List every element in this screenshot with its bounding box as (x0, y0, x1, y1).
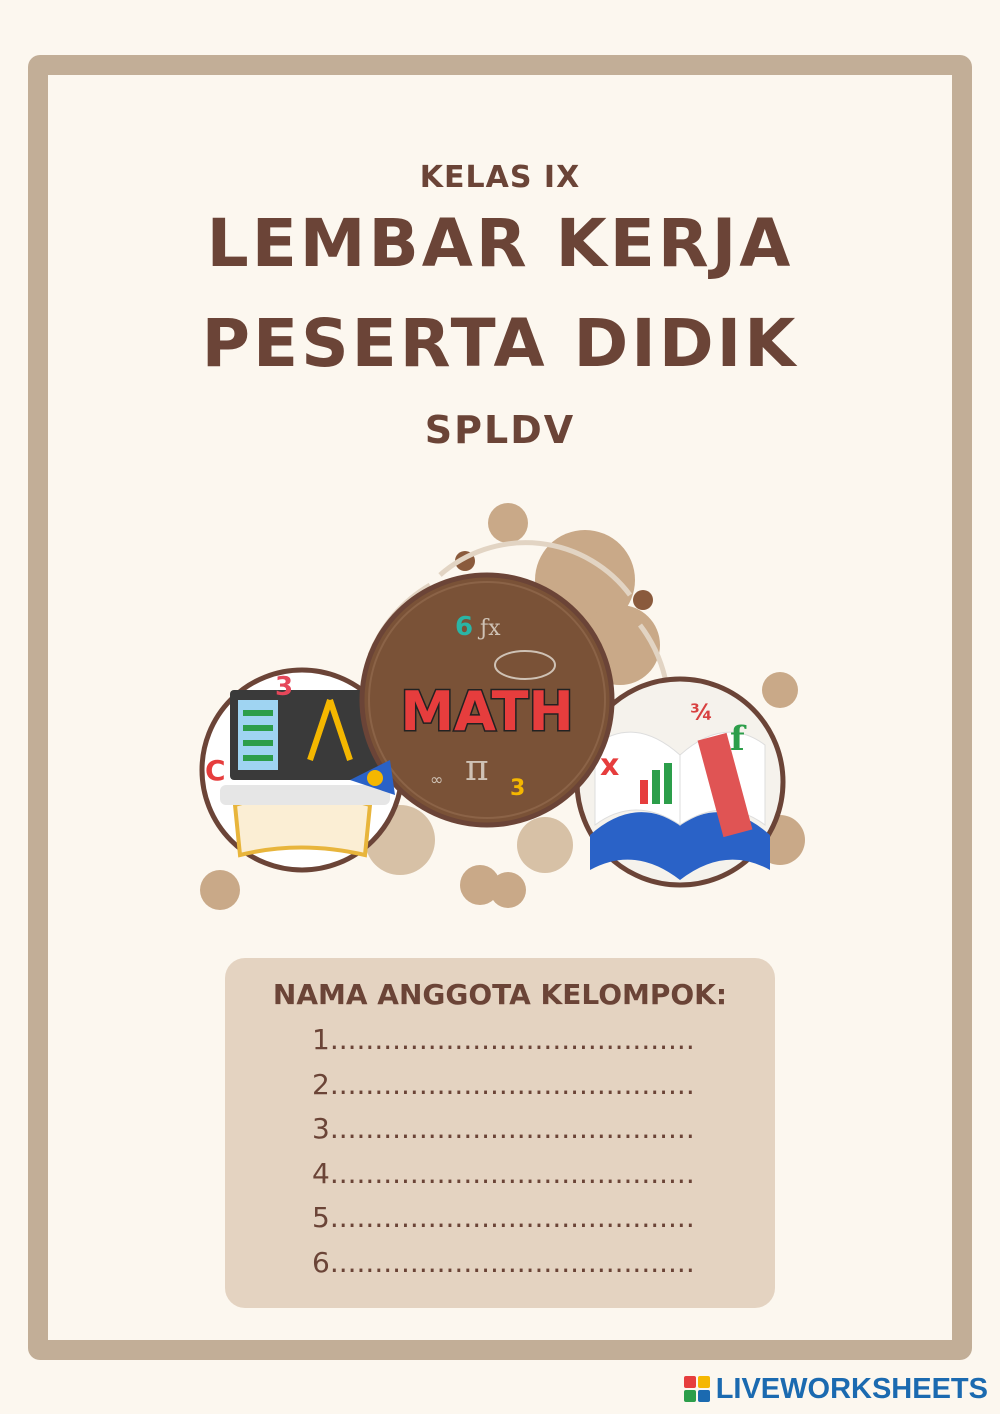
member-row-1[interactable]: 1......................................... (312, 1023, 695, 1056)
topic-subtitle: SPLDV (424, 408, 576, 452)
svg-text:π: π (465, 748, 489, 789)
svg-text:f: f (730, 719, 745, 759)
members-list (312, 1018, 695, 1285)
svg-text:∞: ∞ (430, 770, 444, 789)
liveworksheets-brand[interactable] (684, 1372, 988, 1406)
svg-text:ƒx: ƒx (480, 616, 501, 641)
brand-name: LIVEWORKSHEETS (715, 1372, 988, 1405)
svg-text:x: x (600, 748, 620, 783)
members-heading: NAMA ANGGOTA KELOMPOK: (272, 978, 728, 1011)
decor-dot (490, 872, 526, 908)
decor-blob (517, 817, 573, 873)
decor-dot (488, 503, 528, 543)
math-label: MATH (400, 680, 574, 743)
decor-dot (633, 590, 653, 610)
svg-text:3: 3 (275, 672, 294, 702)
group-members-panel (225, 958, 775, 1308)
member-row-5[interactable]: 5......................................... (312, 1201, 695, 1234)
member-row-3[interactable]: 3......................................... (312, 1112, 695, 1145)
member-row-4[interactable]: 4......................................... (312, 1156, 695, 1190)
decor-dot (762, 672, 798, 708)
title-line-1: LEMBAR KERJA (206, 205, 794, 282)
liveworksheets-logo-icon (684, 1376, 710, 1402)
math-illustration (190, 495, 810, 920)
svg-text:C: C (205, 754, 226, 787)
svg-text:3: 3 (510, 776, 526, 801)
member-row-6[interactable]: 6......................................... (312, 1245, 695, 1279)
title-line-2: PESERTA DIDIK (201, 305, 799, 382)
svg-text:¾: ¾ (690, 701, 713, 726)
grade-label: KELAS IX (419, 160, 581, 195)
decor-dot (200, 870, 240, 910)
member-row-2[interactable]: 2......................................... (312, 1067, 695, 1101)
svg-text:6: 6 (455, 612, 474, 642)
